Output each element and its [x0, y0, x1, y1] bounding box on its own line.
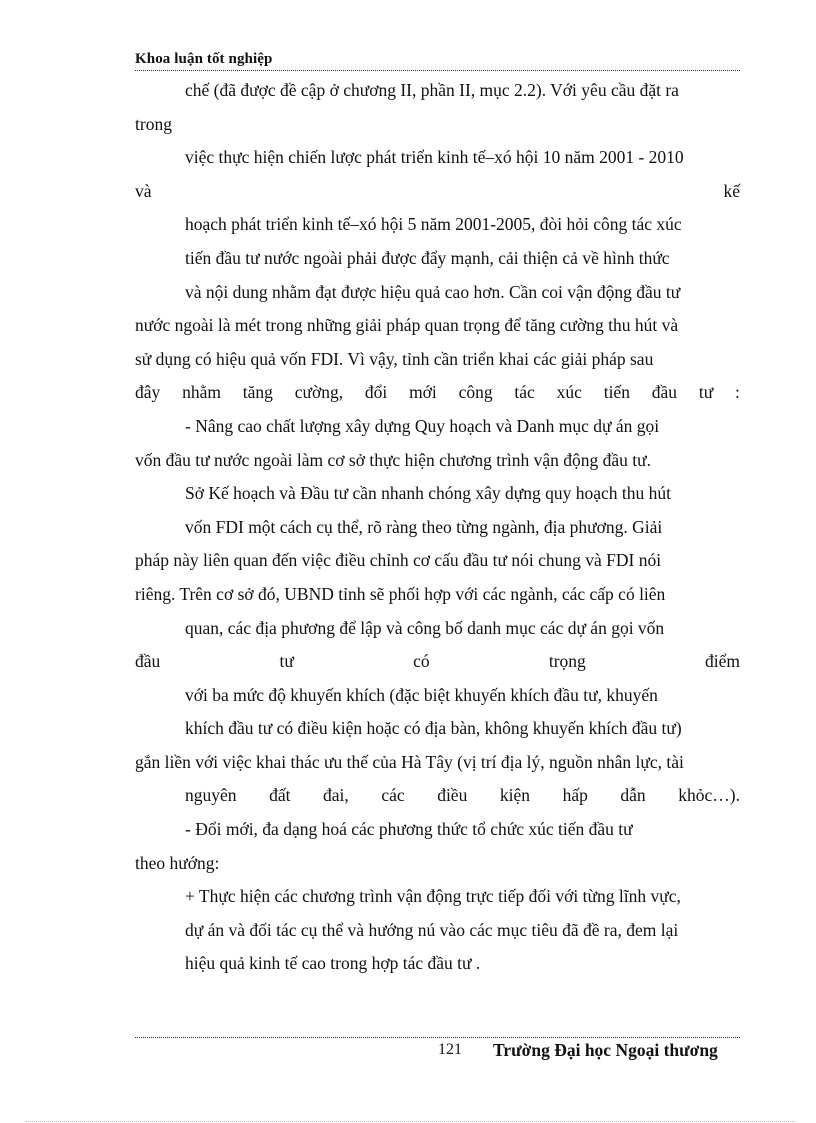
document-body — [135, 74, 740, 981]
word: khỏc…). — [678, 785, 740, 806]
text-line: theo hướng: — [135, 852, 220, 873]
page-number: 121 — [438, 1041, 462, 1058]
page-bottom-divider — [25, 1121, 795, 1122]
word: và — [135, 180, 152, 201]
word: xúc — [556, 382, 582, 403]
text-line: - Đổi mới, đa dạng hoá các phương thức tổ chức xúc tiến đầu tư — [185, 819, 633, 840]
word: đầu — [135, 651, 161, 672]
text-line: trong — [135, 113, 172, 134]
word: hấp — [562, 785, 588, 806]
word: trọng — [548, 651, 586, 672]
word: tác — [514, 382, 535, 403]
footer-school-name: Trường Đại học Ngoại thương — [493, 1040, 718, 1060]
footer-divider — [135, 1037, 740, 1038]
text-line: gắn liền với việc khai thác ưu thế của Hà Tây (vị trí địa lý, nguồn nhân lực, tài — [135, 751, 684, 772]
text-line: sử dụng có hiệu quả vốn FDI. Vì vậy, tỉnh cần triển khai các giải pháp sau — [135, 348, 654, 369]
word: : — [734, 382, 740, 403]
word: điều — [437, 785, 468, 806]
text-line: với ba mức độ khuyến khích (đặc biệt khuyến khích đầu tư, khuyến — [185, 684, 658, 705]
word: mới — [409, 382, 437, 403]
text-line: việc thực hiện chiến lược phát triển kinh tế–xó hội 10 năm 2001 - 2010 — [185, 147, 684, 168]
word: tăng — [242, 382, 273, 403]
text-line-justified — [135, 779, 740, 813]
word: tiến — [603, 382, 630, 403]
header-title: Khoa luận tốt nghiệp — [135, 51, 273, 67]
text-line: pháp này liên quan đến việc điều chỉnh cơ cấu đầu tư nói chung và FDI nói — [135, 550, 662, 571]
word: kế — [723, 180, 740, 201]
word: có — [413, 651, 430, 672]
word: nguyên — [185, 785, 237, 806]
page-header — [135, 50, 740, 71]
text-line-justified — [135, 645, 740, 679]
text-line: Sở Kế hoạch và Đầu tư cần nhanh chóng xây dựng quy hoạch thu hút — [185, 483, 672, 504]
text-line: quan, các địa phương để lập và công bố danh mục các dự án gọi vốn — [185, 617, 665, 638]
text-line: tiến đầu tư nước ngoài phải được đẩy mạnh, cải thiện cả về hình thức — [185, 247, 670, 268]
word: đầu — [651, 382, 678, 403]
word: đất — [269, 785, 291, 806]
text-line: hoạch phát triển kinh tế–xó hội 5 năm 2001-2005, đòi hỏi công tác xúc — [185, 214, 682, 235]
text-line: - Nâng cao chất lượng xây dựng Quy hoạch và Danh mục dự án gọi — [185, 415, 660, 436]
text-line: khích đầu tư có điều kiện hoặc có địa bàn, không khuyến khích đầu tư) — [185, 718, 682, 739]
word: điểm — [705, 651, 740, 672]
text-line-justified — [135, 175, 740, 209]
word: đổi — [364, 382, 388, 403]
text-line: và nội dung nhằm đạt được hiệu quả cao hơn. Cần coi vận động đầu tư — [185, 281, 681, 302]
word: cường, — [294, 382, 344, 403]
word: đây — [135, 382, 161, 403]
text-line: + Thực hiện các chương trình vận động trực tiếp đối với từng lĩnh vực, — [185, 886, 681, 907]
word: tư — [698, 382, 714, 403]
text-line: dự án và đối tác cụ thể và hướng nú vào các mục tiêu đã đề ra, đem lại — [185, 919, 679, 940]
text-line-justified — [135, 376, 740, 410]
text-line: vốn FDI một cách cụ thể, rõ ràng theo từng ngành, địa phương. Giải — [185, 516, 663, 537]
word: dẫn — [620, 785, 646, 806]
word: đai, — [323, 785, 349, 806]
text-line: hiệu quả kinh tế cao trong hợp tác đầu tư . — [185, 953, 481, 974]
text-line: riêng. Trên cơ sở đó, UBND tỉnh sẽ phối hợp với các ngành, các cấp có liên — [135, 583, 666, 604]
word: kiện — [499, 785, 531, 806]
text-line: chế (đã được đề cập ở chương II, phần II, mục 2.2). Với yêu cầu đặt ra — [185, 80, 679, 100]
word: tư — [279, 651, 294, 672]
text-line: nước ngoài là mét trong những giải pháp quan trọng để tăng cường thu hút và — [135, 315, 679, 336]
word: nhằm — [182, 382, 221, 403]
word: các — [381, 785, 405, 806]
word: công — [458, 382, 493, 403]
text-line: vốn đầu tư nước ngoài làm cơ sở thực hiện chương trình vận động đầu tư. — [135, 449, 652, 470]
